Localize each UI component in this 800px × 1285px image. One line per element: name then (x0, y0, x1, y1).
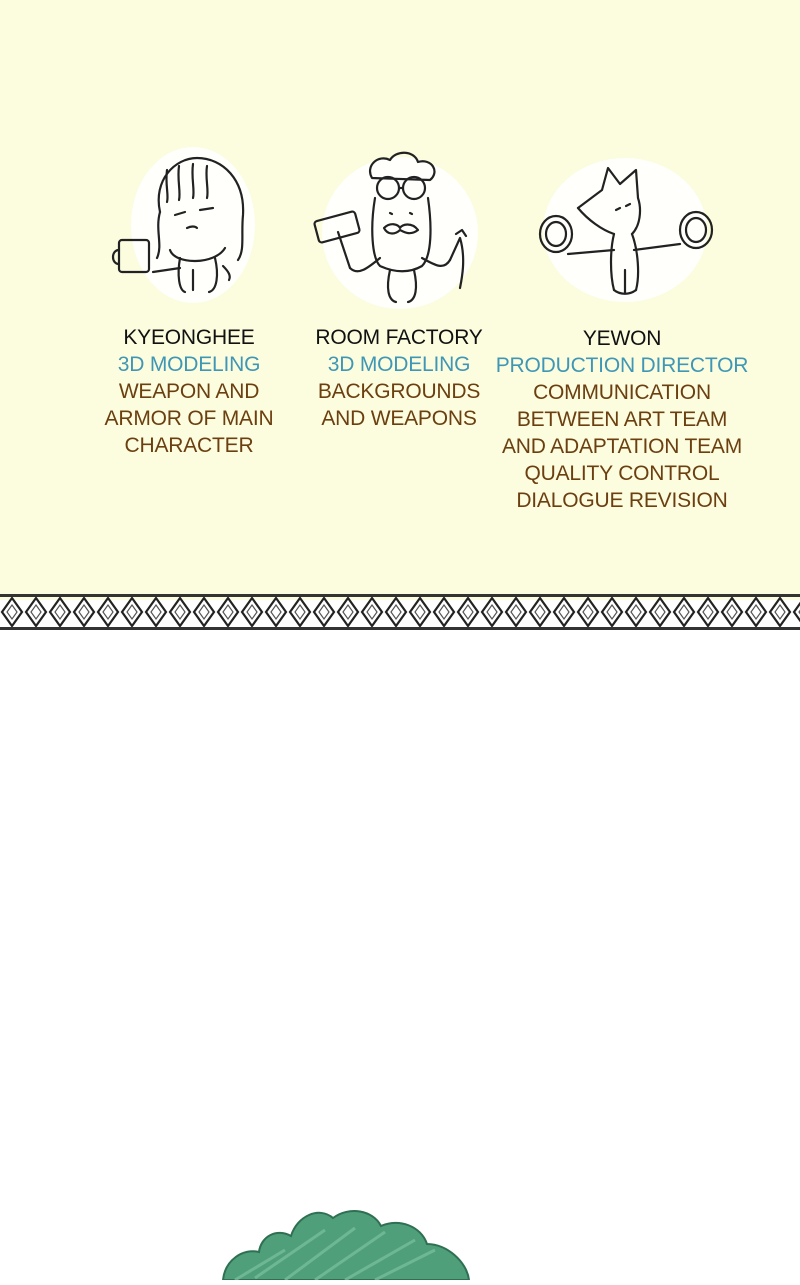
member-detail: BACKGROUNDS (317, 380, 481, 403)
credits-panel (0, 0, 800, 600)
member-detail: QUALITY CONTROL (524, 462, 720, 485)
member-detail: CHARACTER (124, 434, 254, 457)
credit-room-factory (299, 324, 499, 432)
girl-with-mug-icon (105, 140, 265, 310)
member-detail: AND WEAPONS (321, 407, 477, 430)
credit-yewon (492, 325, 752, 514)
mustache-man-with-hammer-icon (310, 148, 485, 313)
member-detail: COMMUNICATION (533, 381, 711, 404)
diamond-pattern-border (0, 594, 800, 634)
credit-kyeonghee (89, 324, 289, 459)
member-role: 3D MODELING (327, 353, 471, 376)
fox-with-mirrors-icon (530, 150, 720, 305)
member-detail: BETWEEN ART TEAM (516, 408, 728, 431)
member-name: ROOM FACTORY (315, 326, 483, 349)
member-detail: WEAPON AND (118, 380, 260, 403)
member-name: KYEONGHEE (123, 326, 255, 349)
member-role: 3D MODELING (117, 353, 261, 376)
member-name: YEWON (582, 327, 662, 350)
green-scribble-cloud-icon (215, 1200, 475, 1285)
member-detail: DIALOGUE REVISION (516, 489, 728, 512)
member-detail: ARMOR OF MAIN (104, 407, 274, 430)
member-role: PRODUCTION DIRECTOR (495, 354, 749, 377)
member-detail: AND ADAPTATION TEAM (501, 435, 743, 458)
